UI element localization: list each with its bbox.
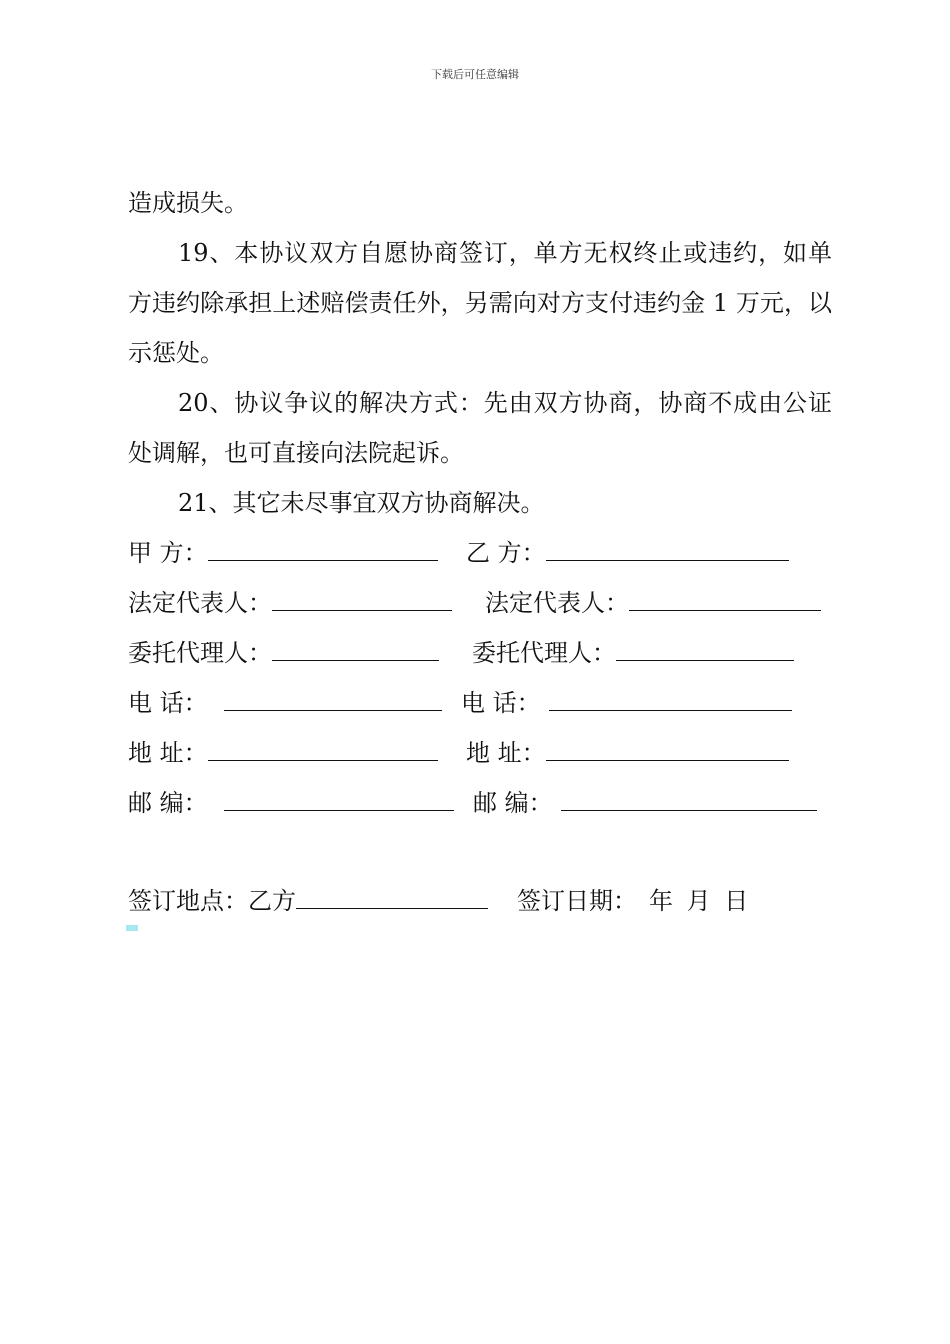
text-cursor-marker xyxy=(126,925,138,931)
postcode-b-label: 邮 编： xyxy=(473,789,553,817)
agent-a-label: 委托代理人： xyxy=(128,639,272,667)
postcode-a-label: 邮 编： xyxy=(128,789,208,817)
phone-a-field xyxy=(128,678,442,728)
agreement-body xyxy=(128,178,832,528)
postcode-a-blank[interactable] xyxy=(224,788,454,811)
postcode-b-field xyxy=(473,778,817,828)
address-b-field xyxy=(466,728,789,778)
agent-b-blank[interactable] xyxy=(616,638,794,661)
signing-place-label: 签订地点：乙方 xyxy=(128,887,296,915)
clause-19: 19、本协议双方自愿协商签订，单方无权终止或违约，如单方违约除承担上述赔偿责任外，另需向对方支付违约金 1 万元，以示惩处。 xyxy=(128,239,832,367)
postcode-a-field xyxy=(128,778,454,828)
legal-rep-a-label: 法定代表人： xyxy=(128,589,272,617)
address-a-blank[interactable] xyxy=(208,738,438,761)
party-b-field xyxy=(466,528,789,578)
party-a-field xyxy=(128,528,438,578)
agent-a-blank[interactable] xyxy=(272,638,439,661)
party-a-label: 甲 方： xyxy=(128,539,208,567)
phone-a-blank[interactable] xyxy=(224,688,442,711)
address-b-blank[interactable] xyxy=(546,738,789,761)
agent-b-field xyxy=(472,628,794,678)
clause-21: 21、其它未尽事宜双方协商解决。 xyxy=(178,489,545,517)
legal-rep-b-blank[interactable] xyxy=(629,588,821,611)
postcode-b-blank[interactable] xyxy=(561,788,817,811)
signing-place-field xyxy=(128,876,488,926)
phone-b-field xyxy=(461,678,792,728)
party-a-blank[interactable] xyxy=(208,538,438,561)
clause-continuation: 造成损失。 xyxy=(128,189,248,217)
legal-rep-b-field xyxy=(485,578,821,628)
signing-place-blank[interactable] xyxy=(296,886,488,909)
party-b-blank[interactable] xyxy=(546,538,789,561)
address-a-field xyxy=(128,728,438,778)
agent-b-label: 委托代理人： xyxy=(472,639,616,667)
address-a-label: 地 址： xyxy=(128,739,208,767)
page-header: 下载后可任意编辑 xyxy=(431,68,519,81)
signing-date-value: 年 月 日 xyxy=(649,887,749,915)
legal-rep-b-label: 法定代表人： xyxy=(485,589,629,617)
phone-b-label: 电 话： xyxy=(461,689,541,717)
phone-b-blank[interactable] xyxy=(549,688,792,711)
party-b-label: 乙 方： xyxy=(466,539,546,567)
legal-rep-a-field xyxy=(128,578,452,628)
phone-a-label: 电 话： xyxy=(128,689,208,717)
address-b-label: 地 址： xyxy=(466,739,546,767)
legal-rep-a-blank[interactable] xyxy=(272,588,452,611)
signing-date-field xyxy=(517,876,748,926)
agent-a-field xyxy=(128,628,439,678)
clause-20: 20、协议争议的解决方式：先由双方协商，协商不成由公证处调解，也可直接向法院起诉。 xyxy=(128,389,832,467)
signing-date-label: 签订日期： xyxy=(517,887,637,915)
